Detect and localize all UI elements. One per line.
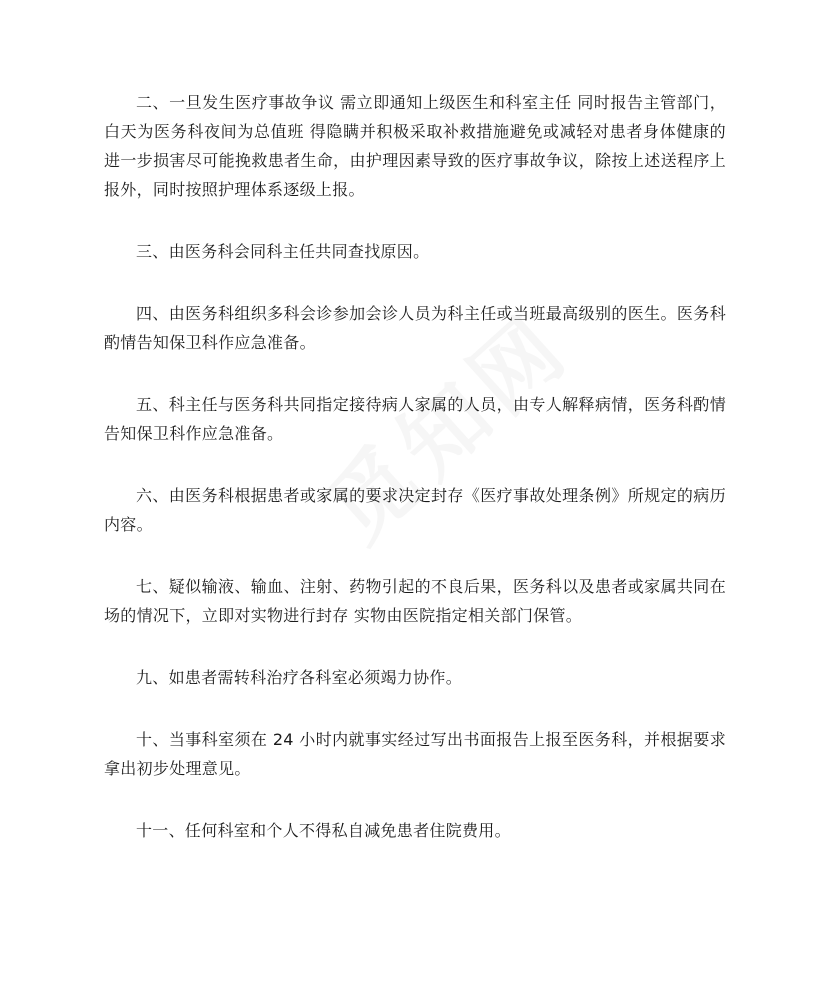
paragraph-11: 十一、任何科室和个人不得私自减免患者住院费用。 (136, 821, 511, 840)
paragraph-4: 四、由医务科组织多科会诊参加会诊人员为科主任或当班最高级别的医生。医务科酌情告知保卫科作应急准备。 (104, 304, 726, 352)
document-body (104, 88, 726, 845)
paragraph-7: 七、疑似输液、输血、注射、药物引起的不良后果，医务科以及患者或家属共同在场的情况下，立即对实物进行封存 实物由医院指定相关部门保管。 (104, 577, 726, 625)
paragraph-9: 九、如患者需转科治疗各科室必须竭力协作。 (136, 668, 463, 687)
paragraph-3: 三、由医务科会同科主任共同查找原因。 (136, 242, 430, 261)
paragraph-5: 五、科主任与医务科共同指定接待病人家属的人员，由专人解释病情，医务科酌情告知保卫科作应急准备。 (104, 395, 726, 443)
paragraph-10: 十、当事科室须在 24 小时内就事实经过写出书面报告上报至医务科，并根据要求拿出初步处理意见。 (104, 730, 726, 778)
paragraph-2: 二、一旦发生医疗事故争议 需立即通知上级医生和科室主任 同时报告主管部门，白天为医务科夜间为总值班 得隐瞒并积极采取补救措施避免或减轻对患者身体健康的进一步损害尽可能挽救患者生命，由护理因素导致的医疗事故争议，除按上述送程序上报外，同时按照护理体系逐级上报。 (104, 93, 726, 199)
paragraph-6: 六、由医务科根据患者或家属的要求决定封存《医疗事故处理条例》所规定的病历内容。 (104, 486, 726, 534)
